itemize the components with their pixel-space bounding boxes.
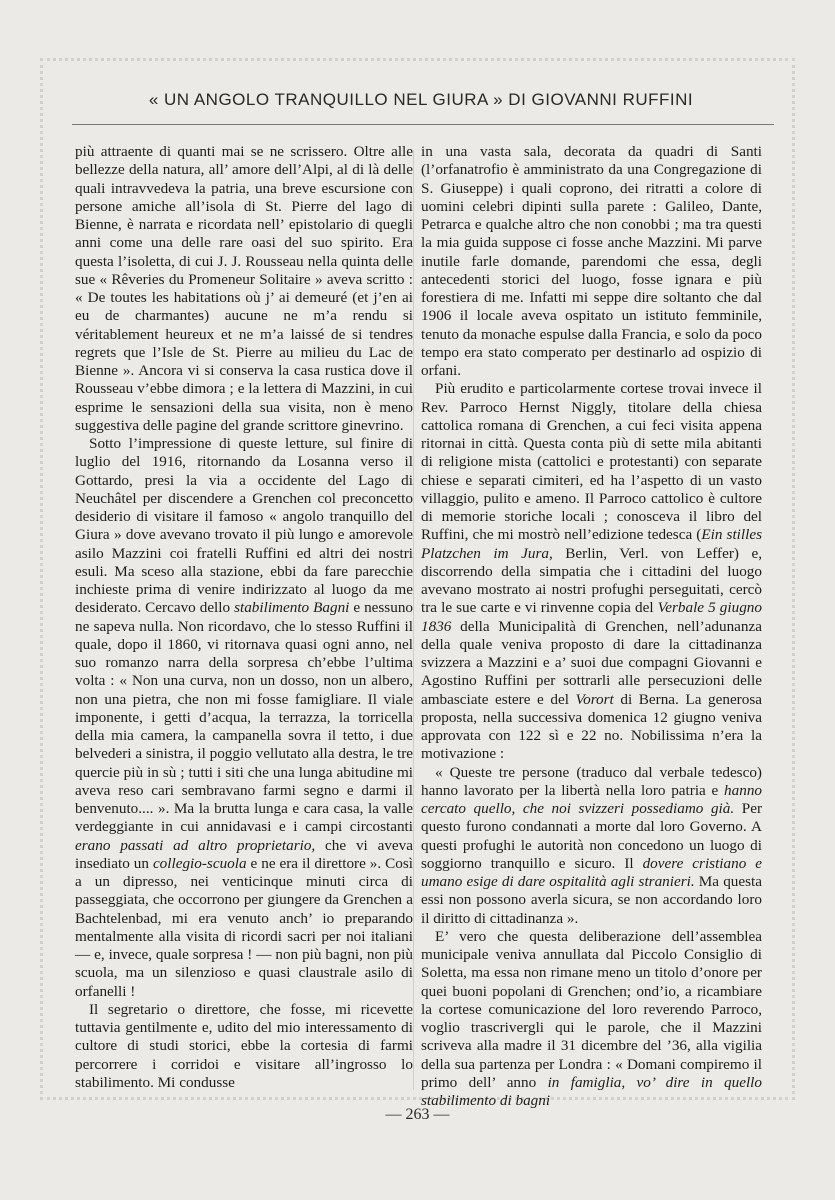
text-run: « Queste tre persone (traduco dal verbale tedesco) hanno lavorato per la libertà nella loro patria e — [421, 763, 762, 799]
text-run: E’ vero che questa deliberazione dell’assemblea municipale veniva annullata dal Piccolo Consiglio di Soletta, ma essa non rimane meno un titolo d’onore per quei buoni popolani di Grenchen; ond’io, a ricambiare la cortese comunicazione del loro reverendo Parroco, voglio trascrivergli qui le parole, che il Mazzini scriveva alla madre il 31 dicembre del ’36, alla vigilia della sua partenza per Londra : « Domani compiremo il primo dell’ anno — [421, 927, 762, 1091]
right-paragraph-2 — [421, 380, 762, 763]
italic-run: in famiglia, vo’ dire in quello stabilimento di bagni — [421, 1073, 762, 1109]
text-run: che vi aveva insediato un — [75, 836, 413, 872]
text-run: della Municipalità di Grenchen, nell’adunanza della quale veniva proposto di dare la cittadinanza svizzera a Mazzini e a’ suoi due compagni Giovanni e Agostino Ruffini per sottrarli alle persecuzioni delle ambasciate estere e del — [421, 617, 762, 708]
italic-run: erano passati ad altro proprietario, — [75, 836, 316, 854]
right-column — [421, 143, 762, 1110]
text-run: Per questo furono condannati a morte dal loro Governo. A questi profughi le autorità non concedono un luogo di soggiorno tranquillo e sicuro. Il — [421, 800, 762, 872]
left-paragraph-2 — [75, 435, 413, 1001]
text-run: Ma questa essi non possono averla sicura, se non accordando loro il diritto di cittadinanza ». — [421, 873, 762, 927]
left-paragraph-1: più attraente di quanti mai se ne scrissero. Oltre alle bellezze della natura, all’ amore dell’Alpi, al di là delle quali intravvedeva la patria, una breve escursione con persone amiche all’isola di St. Pierre del lago di Bienne, è narrata e ricordata nell’ epistolario di quegli anni come una delle rare oasi del suo spirito. Era questa l’isoletta, di cui J. J. Rousseau nella quinta delle sue « Rêveries du Promeneur Solitaire » aveva scritto : « De toutes les habitations où j’ ai demeuré (et j’en ai eu de charmantes) aucune ne m’a rendu si véritablement heureux et ne m’a laissé de si tendres regrets que l’Isle de St. Pierre au milieu du Lac de Bienne ». Ancora vi si conserva la casa rustica dove il Rousseau v’ebbe dimora ; e la lettera di Mazzini, in cui esprime le sensazioni della sua visita, non è meno suggestiva delle pagine del grande scrittore ginevrino. — [75, 143, 413, 434]
text-run: Berlin, Verl. von Leffer) e, discorrendo della simpatia che i cittadini del luogo avevano mostrato ai nostri profughi perseguitati, cercò tra le sue carte e vi rinvenne copia del — [421, 544, 762, 617]
italic-run: stabilimento Bagni — [234, 599, 350, 617]
left-column — [75, 143, 413, 1092]
italic-run: collegio-scuola — [152, 854, 247, 872]
italic-run: hanno cercato quello, che noi svizzeri possediamo già. — [421, 781, 762, 817]
right-paragraph-4 — [421, 928, 762, 1111]
left-paragraph-3: Il segretario o direttore, che fosse, mi ricevette tuttavia gentilmente e, udito del mio interessamento di cultore di studi storici, ebbe la cortesia di farmi percorrere i corridoi e visitare all’ingrosso lo stabilimento. Mi condusse — [75, 1000, 413, 1091]
text-run: Sotto l’impressione di queste letture, sul finire di luglio del 1916, ritornando da Losanna verso il Gottardo, presi la via a occidente del Lago di Neuchâtel per discendere a Grenchen col preconcetto desiderio di visitare il famoso « angolo tranquillo del Giura » dove avevano trovato il più lungo e amorevole asilo Mazzini coi fratelli Ruffini ed altri dei nostri esuli. Ma sceso alla stazione, ebbi da fare parecchie inchieste prima di venire indirizzato al luogo da me desiderato. Cercavo dello — [75, 435, 413, 617]
header-rule — [72, 124, 774, 125]
italic-run: dovere cristiano e umano esige di dare ospitalità agli stranieri. — [421, 854, 763, 890]
text-run: Più erudito e particolarmente cortese trovai invece il Rev. Parroco Hernst Niggly, titolare della chiesa cattolica romana di Grenchen, a cui feci visita appena ritornai in città. Questa conta più di sette mila abitanti di religione mista (cattolici e protestanti) con separate chiese e separati cimiteri, ed ha l’aspetto di un vasto villaggio, pulito e ameno. Il Parroco cattolico è cultore di memorie storiche locali ; conosceva il libro del Ruffini, che mi mostrò nell’edizione tedesca ( — [421, 380, 762, 544]
text-run: di Berna. La generosa proposta, nella successiva domenica 12 giugno veniva approvata con 122 sì e 22 no. Nobilissima n’era la motivazione : — [421, 690, 762, 763]
italic-run: Ein stilles Platzchen im Jura, — [421, 526, 762, 562]
text-run: e nessuno ne sapeva nulla. Non ricordavo, che lo stesso Ruffini il quale, dopo il 1860, vi ritornava quasi ogni anno, nel suo romanzo narra della sorpresa ch’ebbe l’ultima volta : « Non una curva, non un dosso, non un albero, non una pietra, che non mi fosse famigliare. Il viale imponente, i getti d’acqua, la terrazza, la torricella della mia camera, la campanella sovra il tetto, i due belvederi a sinistra, il poggio vellutato alla destra, le tre quercie più in sù ; tutti i siti che una lunga abitudine mi aveva reso cari sembravano farmi segno e darmi il benvenuto.... ». Ma la brutta lunga e cara casa, la valle verdeggiante in cui annidavasi e i campi circostanti — [75, 599, 414, 836]
right-paragraph-1: in una vasta sala, decorata da quadri di Santi (l’orfanatrofio è amministrato da una Congregazione di S. Giuseppe) i quali coprono, dei ritratti a colore di uomini celebri dipinti sulla parete : Galileo, Dante, Petrarca e qualche altro che non conobbi ; ma tra questi la mia guida suppose ci fosse anche Mazzini. Mi parve inutile farle domande, parendomi che essa, degli antecedenti storici del luogo, fosse ignara e più forestiera di me. Infatti mi seppe dire soltanto che dal 1906 il locale aveva ospitato un istituto femminile, tenuto da monache espulse dalla Francia, e solo da poco tempo era stato comperato per destinarlo ad ospizio di orfani. — [421, 143, 762, 379]
text-run: e ne era il direttore ». Così a un dipresso, nei venticinque minuti circa di passeggiata, che occorrono per giungere da Grenchen a Bachtelenbad, mi era venuto anch’ io preparando mentalmente alla visita di ricordi sacri per noi italiani — e, invece, quale sorpresa ! — non più bagni, non più scuola, ma un silenzioso e quasi claustrale asilo di orfanelli ! — [75, 854, 413, 1000]
column-divider — [413, 150, 414, 1090]
italic-run: Vorort — [575, 690, 614, 708]
page-number: — 263 — — [385, 1106, 450, 1123]
right-paragraph-3 — [421, 764, 762, 928]
running-header: « UN ANGOLO TRANQUILLO NEL GIURA » DI GIOVANNI RUFFINI — [148, 90, 694, 109]
italic-run: Verbale 5 giugno 1836 — [421, 599, 762, 635]
